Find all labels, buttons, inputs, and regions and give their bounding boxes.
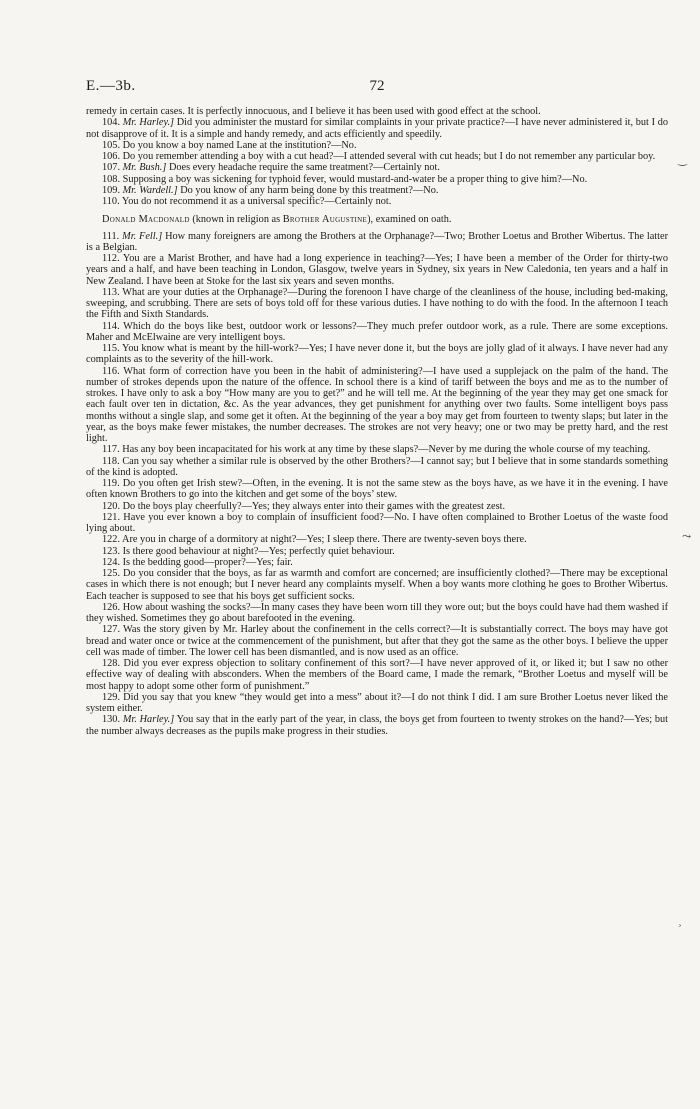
question-number: 126.	[102, 601, 121, 613]
qa-text: You are a Marist Brother, and have had a long experience in teaching?—Yes; I have been a member of the Order for thirty-two years and a half, and have been teaching in London, Glasgow, twelve years in Sydney, six years in New Caledonia, ten years and a half in New Zealand. I have been at Stoke for the last six years and seven months.	[86, 253, 668, 287]
qa-paragraph	[86, 117, 668, 140]
margin-mark-icon: ⤳	[682, 531, 692, 543]
testimony-body	[86, 106, 668, 737]
witness-religious-name: Brother Augustine	[282, 214, 368, 226]
question-number: 124.	[102, 556, 121, 568]
qa-paragraph	[86, 343, 668, 366]
qa-paragraph	[86, 287, 668, 321]
qa-text: You know what is meant by the hill-work?—Yes; I have never done it, but the boys are jolly glad of it always. I have never had any complaints as to the severity of the hill-work.	[86, 343, 668, 366]
question-number: 104.	[102, 117, 121, 129]
question-number: 130.	[102, 714, 121, 726]
qa-text: Did you ever express objection to solitary confinement of this sort?—I have never approved of it, or liked it; but I saw no other effective way of dealing with absconders. When the members of the Board came, I made the remark, “Brother Loetus and myself will be most happy to adopt some other form of punishment.”	[86, 658, 669, 692]
question-number: 114.	[102, 320, 120, 332]
speaker-label: Mr. Harley.]	[122, 714, 175, 726]
qa-text: Which do the boys like best, outdoor work or lessons?—They much prefer outdoor work, as a rule. There are some exceptions. Maher and McElwaine are very intelligent boys.	[86, 320, 669, 343]
qa-paragraph	[86, 231, 668, 254]
qa-text: Was the story given by Mr. Harley about the confinement in the cells correct?—It is substantially correct. The boys may have got bread and water once or twice at the commencement of the punishment, but after that they got the same as the other boys. I believe the upper cell was made of timber. The lower cell has been dismantled, and is now used as an office.	[86, 624, 669, 658]
question-number: 129.	[102, 691, 121, 703]
question-number: 118.	[102, 455, 120, 467]
question-number: 116.	[102, 365, 120, 377]
qa-paragraph	[86, 478, 668, 501]
question-number: 109.	[102, 184, 121, 196]
witness-name: Donald Macdonald	[102, 214, 190, 226]
page-number: 72	[369, 78, 385, 94]
qa-text: Do you consider that the boys, as far as warmth and comfort are concerned; are insufficiently clothed?—There may be exceptional cases in which there is not enough; but I never heard any complaints myself. When a boy wants more clothing he goes to Brother Wibertus. Each teacher is supposed to see that his boys get sufficient socks.	[86, 568, 668, 602]
question-number: 120.	[102, 500, 121, 512]
question-number: 112.	[102, 253, 120, 264]
qa-text: Are you in charge of a dormitory at night?—Yes; I sleep there. There are twenty-seven boys there.	[122, 534, 527, 546]
qa-text: Is there good behaviour at night?—Yes; perfectly quiet behaviour.	[122, 545, 395, 557]
qa-text: Do you often get Irish stew?—Often, in the evening. It is not the same stew as the boys have, as we have it in the evening. I have often known Brothers to go into the kitchen and get some of the boys’ stew.	[86, 478, 669, 501]
qa-text: Do you know a boy named Lane at the institution?—No.	[122, 139, 357, 151]
question-number: 123.	[102, 545, 121, 557]
qa-paragraph	[86, 602, 668, 625]
qa-text: You do not recommend it as a universal specific?—Certainly not.	[121, 196, 392, 207]
qa-paragraph	[86, 151, 668, 162]
qa-paragraph	[86, 501, 668, 512]
qa-text: What form of correction have you been in the habit of administering?—I have used a supplejack on the palm of the hand. The number of strokes depends upon the nature of the offence. In school there is a kind of tariff between the boys and me as to the number of strokes. I have only to ask a boy “How many are you to get?” and he will tell me. At the beginning of the year they may get one smack for each fault over ten in dictation, &c. As the year advances, they get punishment for anything over two faults. Some intelligent boys pass months without a single slap, and some get it often. At the beginning of the year a boy may get from fourteen to twenty slaps; but later in the year, as the boys make fewer mistakes, the number decreases. The strokes are not very heavy; one or two may be pretty hard, and the rest light.	[86, 365, 669, 444]
qa-text: Did you administer the mustard for similar complaints in your private practice?—I have never administered it, but I do not disapprove of it. It is a simple and handy remedy, and acts efficiently and speedily.	[86, 117, 668, 140]
question-number: 117.	[102, 444, 120, 456]
question-number: 107.	[102, 162, 121, 174]
question-number: 108.	[102, 173, 121, 185]
qa-paragraph	[86, 162, 668, 173]
qa-text: How many foreigners are among the Brothers at the Orphanage?—Two; Brother Loetus and Brother Wibertus. The latter is a Belgian.	[86, 230, 668, 253]
qa-text: Do you remember attending a boy with a cut head?—I attended several with cut heads; but I do not remember any particular boy.	[122, 151, 656, 162]
qa-paragraph	[86, 714, 668, 737]
question-number: 106.	[102, 151, 121, 162]
qa-paragraph	[86, 106, 668, 117]
question-number: 127.	[102, 624, 121, 636]
qa-paragraph	[86, 624, 668, 658]
qa-paragraph	[86, 185, 668, 196]
question-number: 111.	[102, 230, 120, 242]
qa-text: Does every headache require the same treatment?—Certainly not.	[166, 162, 440, 174]
qa-text: Is the bedding good—proper?—Yes; fair.	[122, 556, 293, 568]
qa-text: What are your duties at the Orphanage?—During the forenoon I have charge of the cleanliness of the house, including bed-making, sweeping, and scrubbing. There are sets of boys told off for these various duties. I have nothing to do with the food. In the afternoon I teach the Fifth and Sixth Standards.	[86, 286, 668, 321]
qa-paragraph	[86, 456, 668, 479]
qa-paragraph	[86, 196, 668, 207]
question-number: 128.	[102, 658, 121, 669]
speaker-label: Mr. Wardell.]	[122, 184, 178, 196]
witness-heading-text: (known in religion as	[189, 214, 283, 226]
speaker-label: Mr. Fell.]	[122, 230, 163, 242]
witness-heading	[86, 214, 668, 225]
qa-paragraph	[86, 546, 668, 557]
qa-paragraph	[86, 321, 668, 344]
speaker-label: Mr. Bush.]	[122, 162, 167, 174]
qa-paragraph	[86, 366, 668, 445]
qa-paragraph	[86, 512, 668, 535]
witness-heading-text: ), examined on oath.	[367, 214, 452, 226]
qa-text: Has any boy been incapacitated for his work at any time by these slaps?—Never by me during the whole course of my teaching.	[122, 444, 651, 456]
margin-mark-icon: ‿	[678, 154, 687, 166]
question-number: 113.	[102, 286, 120, 298]
qa-paragraph	[86, 692, 668, 715]
question-number: 110.	[102, 196, 120, 207]
page-header	[86, 78, 668, 98]
qa-paragraph	[86, 253, 668, 287]
qa-text: Do you know of any harm being done by this treatment?—No.	[177, 184, 439, 196]
qa-paragraph	[86, 174, 668, 185]
question-number: 121.	[102, 511, 121, 523]
question-number: 119.	[102, 478, 120, 489]
qa-text: Supposing a boy was sickening for typhoid fever, would mustard-and-water be a proper thing to give him?—No.	[122, 173, 588, 185]
qa-text: Can you say whether a similar rule is observed by the other Brothers?—I cannot say; but I believe that in some standards something of the kind is adopted.	[86, 455, 669, 478]
qa-paragraph	[86, 534, 668, 545]
margin-mark-icon: ¸	[678, 915, 682, 927]
qa-paragraph	[86, 568, 668, 602]
question-number: 125.	[102, 568, 121, 579]
qa-paragraph	[86, 557, 668, 568]
speaker-label: Mr. Harley.]	[122, 117, 175, 129]
qa-text: Do the boys play cheerfully?—Yes; they always enter into their games with the greatest zest.	[122, 500, 506, 512]
question-number: 105.	[102, 139, 121, 151]
document-reference: E.—3b.	[86, 78, 136, 94]
qa-text: You say that in the early part of the year, in class, the boys get from fourteen to twenty strokes on the hand?—Yes; but the number always decreases as the pupils make progress in their studies.	[86, 714, 668, 737]
qa-text: Have you ever known a boy to complain of insufficient food?—No. I have often complained to Brother Loetus of the waste food lying about.	[86, 511, 668, 534]
qa-text: remedy in certain cases. It is perfectly innocuous, and I believe it has been used with good effect at the school.	[86, 106, 541, 117]
question-number: 122.	[102, 534, 121, 546]
qa-text: Did you say that you knew “they would get into a mess” about it?—I do not think I did. I am sure Brother Loetus never liked the system either.	[86, 691, 669, 714]
qa-paragraph	[86, 658, 668, 692]
qa-paragraph	[86, 140, 668, 151]
question-number: 115.	[102, 343, 120, 354]
qa-text: How about washing the socks?—In many cases they have been worn till they wore out; but the boys could have had them washed if they wished. Sometimes they go about barefooted in the evening.	[86, 601, 668, 624]
qa-paragraph	[86, 444, 668, 455]
